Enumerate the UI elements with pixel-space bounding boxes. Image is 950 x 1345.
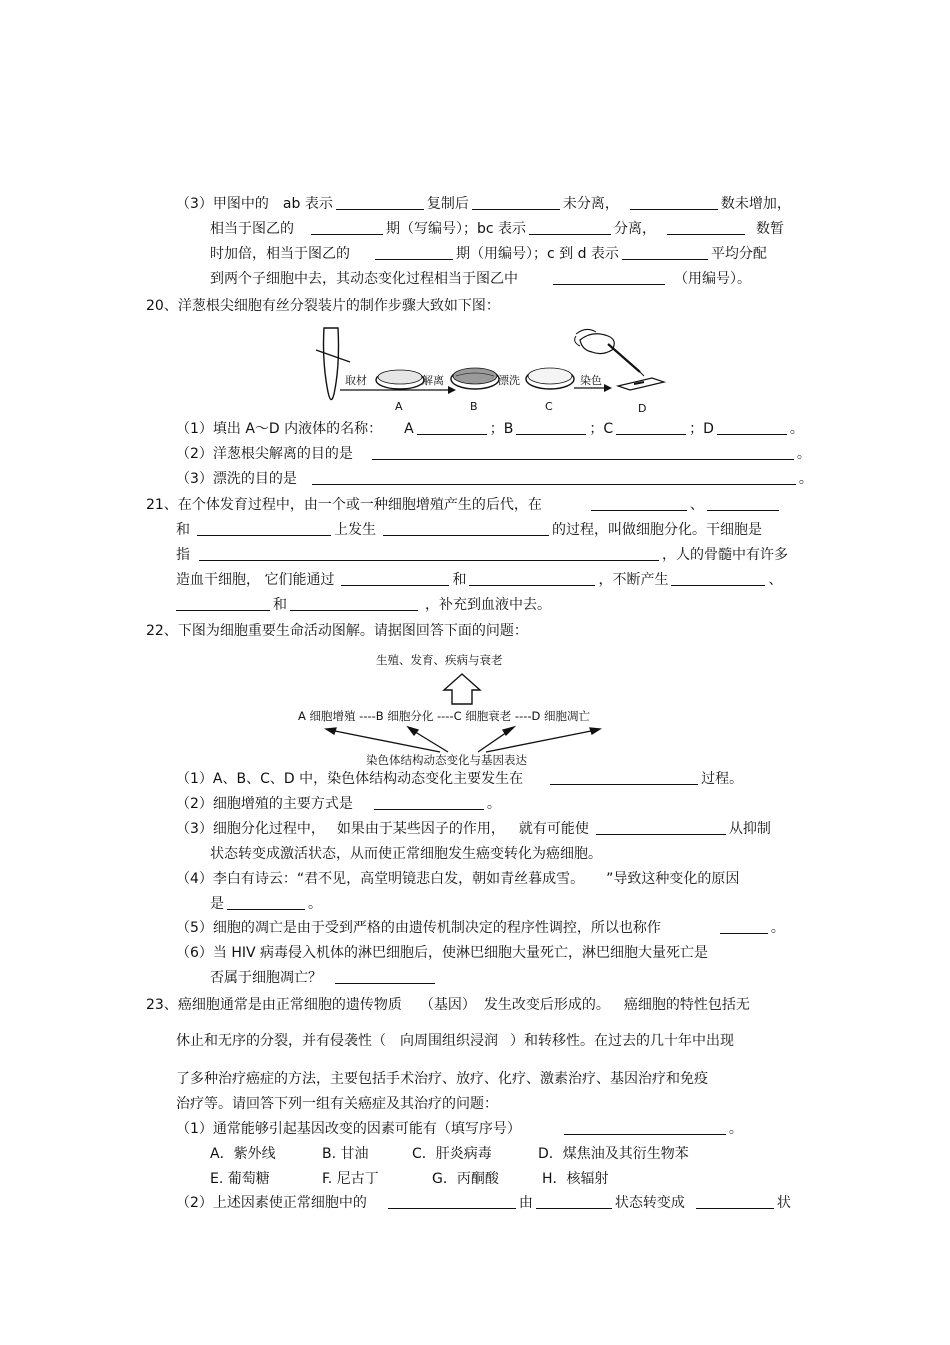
text: （3）细胞分化过程中， [176, 821, 325, 837]
text: （1）通常能够引起基因改变的因素可能有（填写序号） [176, 1121, 521, 1137]
answer-blank[interactable] [667, 219, 745, 235]
diagram-process-row: A 细胞增殖 ----B 细胞分化 ----C 细胞衰老 ----D 细胞凋亡 [298, 709, 591, 723]
answer-blank[interactable] [553, 269, 665, 285]
text: 上发生 [334, 522, 376, 538]
text: 从抑制 [728, 821, 771, 837]
text: 分离， [614, 221, 657, 237]
text: 。 [308, 896, 322, 912]
text: （2）上述因素使正常细胞中的 [176, 1195, 367, 1211]
q21-line-3 [176, 545, 788, 565]
text: ，人的骨髓中有许多 [662, 547, 788, 563]
text: 。 [770, 920, 785, 936]
answer-blank[interactable] [671, 570, 765, 586]
answer-blank[interactable] [336, 194, 424, 210]
q22-part-3-cont [210, 844, 602, 864]
q19-line-2 [210, 219, 784, 239]
text: （2）细胞增殖的主要方式是 [176, 796, 353, 812]
answer-blank[interactable] [616, 419, 686, 435]
answer-blank[interactable] [529, 219, 611, 235]
text: 否属于细胞凋亡？ [210, 970, 322, 986]
text: （基因） [419, 997, 476, 1013]
answer-blank[interactable] [375, 244, 453, 260]
q23-line-2 [176, 1031, 734, 1051]
question-text: 23、癌细胞通常是由正常细胞的遗传物质 [146, 997, 402, 1013]
answer-blank[interactable] [707, 495, 779, 511]
option-g[interactable]: G．丙酮酸 [432, 1171, 499, 1187]
text: 状态转变成激活状态，从而使正常细胞发生癌变转化为癌细胞。 [210, 846, 602, 862]
text: 由 [518, 1195, 533, 1211]
onion-root-icon [324, 328, 339, 400]
answer-blank[interactable] [341, 570, 449, 586]
text: 了多种治疗癌症的方法，主要包括手术治疗、放疗、化疗、激素治疗、基因治疗和免疫 [176, 1071, 708, 1087]
answer-blank[interactable] [197, 520, 331, 536]
answer-blank[interactable] [176, 595, 270, 611]
question-text: 21、在个体发育过程中，由一个或一种细胞增殖产生的后代，在 [146, 497, 542, 513]
q23-line-1 [146, 995, 750, 1015]
answer-blank[interactable] [227, 894, 305, 910]
q22-part-4-cont [210, 894, 322, 914]
dish-label-a: A [395, 400, 403, 413]
q20-part-3 [176, 469, 813, 489]
text: （1）A、B、C、D 中，染色体结构动态变化主要发生在 [176, 771, 524, 787]
text: 就有可能使 [518, 821, 589, 837]
q21-line-5 [176, 595, 551, 615]
option-b[interactable]: B. 甘油 [322, 1146, 369, 1162]
text: （3）甲图中的 [176, 196, 269, 212]
answer-blank[interactable] [696, 1193, 774, 1209]
text: ，补充到血液中去。 [425, 597, 551, 613]
text: 和 [273, 597, 287, 613]
answer-blank[interactable] [564, 1119, 726, 1135]
text: ab 表示 [282, 196, 333, 212]
q19-line-1 [176, 194, 791, 214]
text: 如果由于某些因子的作用， [336, 821, 505, 837]
text: 。 [486, 796, 501, 812]
text: 。 [796, 446, 811, 462]
q23-line-4 [176, 1094, 498, 1114]
text: ”导致这种变化的原因 [606, 871, 740, 887]
converging-arrows [326, 727, 600, 752]
q21-line-1 [146, 495, 782, 515]
diagram-bottom-label: 染色体结构动态变化与基因表达 [366, 753, 527, 767]
text: 相当于图乙的 [210, 221, 294, 237]
answer-blank[interactable] [312, 469, 796, 485]
text: 。 [798, 471, 813, 487]
q19-line-4 [210, 269, 751, 289]
step-label-3: 漂洗 [498, 374, 520, 387]
answer-blank[interactable] [290, 595, 418, 611]
q23-part-1 [176, 1119, 743, 1139]
text: 数暂 [756, 221, 785, 237]
text: 数未增加， [720, 196, 791, 212]
answer-blank[interactable] [591, 495, 687, 511]
answer-blank[interactable] [630, 194, 718, 210]
q21-line-2 [176, 520, 762, 540]
question-text: 20、洋葱根尖细胞有丝分裂装片的制作步骤大致如下图： [146, 298, 500, 314]
text: 过程。 [701, 771, 744, 787]
text: 、 [768, 572, 783, 588]
petri-dish-b-icon [451, 368, 499, 389]
q22-title [146, 621, 528, 641]
glass-slide-d-icon [618, 378, 664, 390]
hollow-up-arrow-icon [444, 674, 480, 704]
dish-label-c: C [545, 400, 553, 413]
text: 。 [789, 421, 804, 437]
text: 期（写编号）；bc 表示 [386, 221, 527, 237]
option-a[interactable]: A．紫外线 [210, 1146, 276, 1162]
q20-title [146, 296, 500, 316]
slide-label-d: D [638, 402, 647, 415]
text: 状态转变成 [614, 1195, 685, 1211]
text: （用编号）。 [674, 271, 751, 287]
q22-part-2 [176, 794, 501, 814]
text: （1）填出 A～D 内液体的名称： [176, 421, 383, 437]
text: 指 [176, 547, 190, 563]
answer-blank[interactable] [596, 819, 726, 835]
option-d[interactable]: D．煤焦油及其衍生物苯 [538, 1146, 689, 1162]
text: A [404, 421, 414, 437]
q22-part-3 [176, 819, 771, 839]
petri-dish-c-icon [526, 368, 574, 389]
option-h[interactable]: H．核辐射 [542, 1171, 609, 1187]
step-label-2: 解离 [422, 374, 444, 387]
q19-line-3 [210, 244, 767, 264]
text: 和 [452, 572, 467, 588]
answer-blank[interactable] [372, 444, 794, 460]
q22-part-5 [176, 918, 785, 938]
q22-part-6-cont [210, 968, 438, 988]
answer-blank[interactable] [335, 968, 435, 984]
option-e[interactable]: E. 葡萄糖 [210, 1171, 270, 1187]
option-f[interactable]: F. 尼古丁 [322, 1171, 379, 1187]
q22-part-6 [176, 943, 708, 963]
text: 向周围组织浸润 [400, 1033, 498, 1049]
step-label-1: 取材 [345, 374, 367, 387]
text: 。 [728, 1121, 743, 1137]
petri-dish-a-icon [376, 370, 424, 389]
text: ，不断产生 [598, 572, 669, 588]
answer-blank[interactable] [469, 570, 595, 586]
answer-blank[interactable] [388, 1193, 516, 1209]
text: ；C [589, 421, 614, 437]
text: ；B [489, 421, 514, 437]
q23-options-row-1 [210, 1144, 689, 1164]
answer-blank[interactable] [720, 918, 768, 934]
q22-part-1 [176, 769, 743, 789]
hand-dropper-icon [575, 329, 644, 376]
answer-blank[interactable] [550, 769, 698, 785]
answer-blank[interactable] [516, 419, 586, 435]
q22-part-4 [176, 869, 739, 889]
text: （6）当 HIV 病毒侵入机体的淋巴细胞后，使淋巴细胞大量死亡，淋巴细胞大量死亡是 [176, 945, 709, 961]
q20-part-2 [176, 444, 811, 464]
text: 治疗等。请回答下列一组有关癌症及其治疗的问题： [176, 1096, 498, 1112]
answer-blank[interactable] [417, 419, 487, 435]
text: 到两个子细胞中去，其动态变化过程相当于图乙中 [210, 271, 518, 287]
text: 发生改变后形成的。 [483, 997, 610, 1013]
text: ；D [689, 421, 714, 437]
text: 复制后 [426, 196, 469, 212]
text: 癌细胞的特性包括无 [623, 997, 750, 1013]
slide-preparation-diagram [300, 322, 680, 418]
text: ）和转移性。在过去的几十年中出现 [510, 1033, 734, 1049]
answer-blank[interactable] [383, 520, 549, 536]
text: 、 [689, 497, 704, 513]
answer-blank[interactable] [472, 194, 560, 210]
q21-line-4 [176, 570, 782, 590]
text: （2）洋葱根尖解离的目的是 [176, 446, 353, 462]
q23-options-row-2 [210, 1169, 609, 1189]
text: 休止和无序的分裂，并有侵袭性（ [176, 1033, 386, 1049]
answer-blank[interactable] [199, 545, 659, 561]
text: 期（用编号）；c 到 d 表示 [456, 246, 619, 262]
answer-blank[interactable] [622, 244, 708, 260]
answer-blank[interactable] [374, 794, 484, 810]
answer-blank[interactable] [311, 219, 383, 235]
option-c[interactable]: C．肝炎病毒 [412, 1146, 492, 1162]
q20-part-1 [176, 419, 804, 439]
dish-label-b: B [470, 400, 478, 413]
text: 平均分配 [710, 246, 767, 262]
text: 是 [210, 896, 224, 912]
text: 的过程，叫做细胞分化。干细胞是 [552, 522, 762, 538]
question-text: 22、下图为细胞重要生命活动图解。请据图回答下面的问题： [146, 623, 528, 639]
diagram-top-label: 生殖、发育、疾病与衰老 [376, 653, 503, 667]
text: （4）李白有诗云：“君不见，高堂明镜悲白发，朝如青丝暮成雪。 [176, 871, 585, 887]
step-label-4: 染色 [580, 374, 602, 387]
text: 未分离， [562, 196, 619, 212]
text: （5）细胞的凋亡是由于受到严格的由遗传机制决定的程序性调控，所以也称作 [176, 920, 661, 936]
text: （3）漂洗的目的是 [176, 471, 297, 487]
text: 状 [776, 1195, 791, 1211]
text: 造血干细胞， 它们能通过 [176, 572, 335, 588]
answer-blank[interactable] [536, 1193, 612, 1209]
answer-blank[interactable] [717, 419, 787, 435]
q23-part-2 [176, 1193, 791, 1213]
q23-line-3 [176, 1069, 708, 1089]
text: 时加倍，相当于图乙的 [210, 246, 350, 262]
cell-life-activity-diagram [290, 648, 660, 770]
text: 和 [176, 522, 190, 538]
